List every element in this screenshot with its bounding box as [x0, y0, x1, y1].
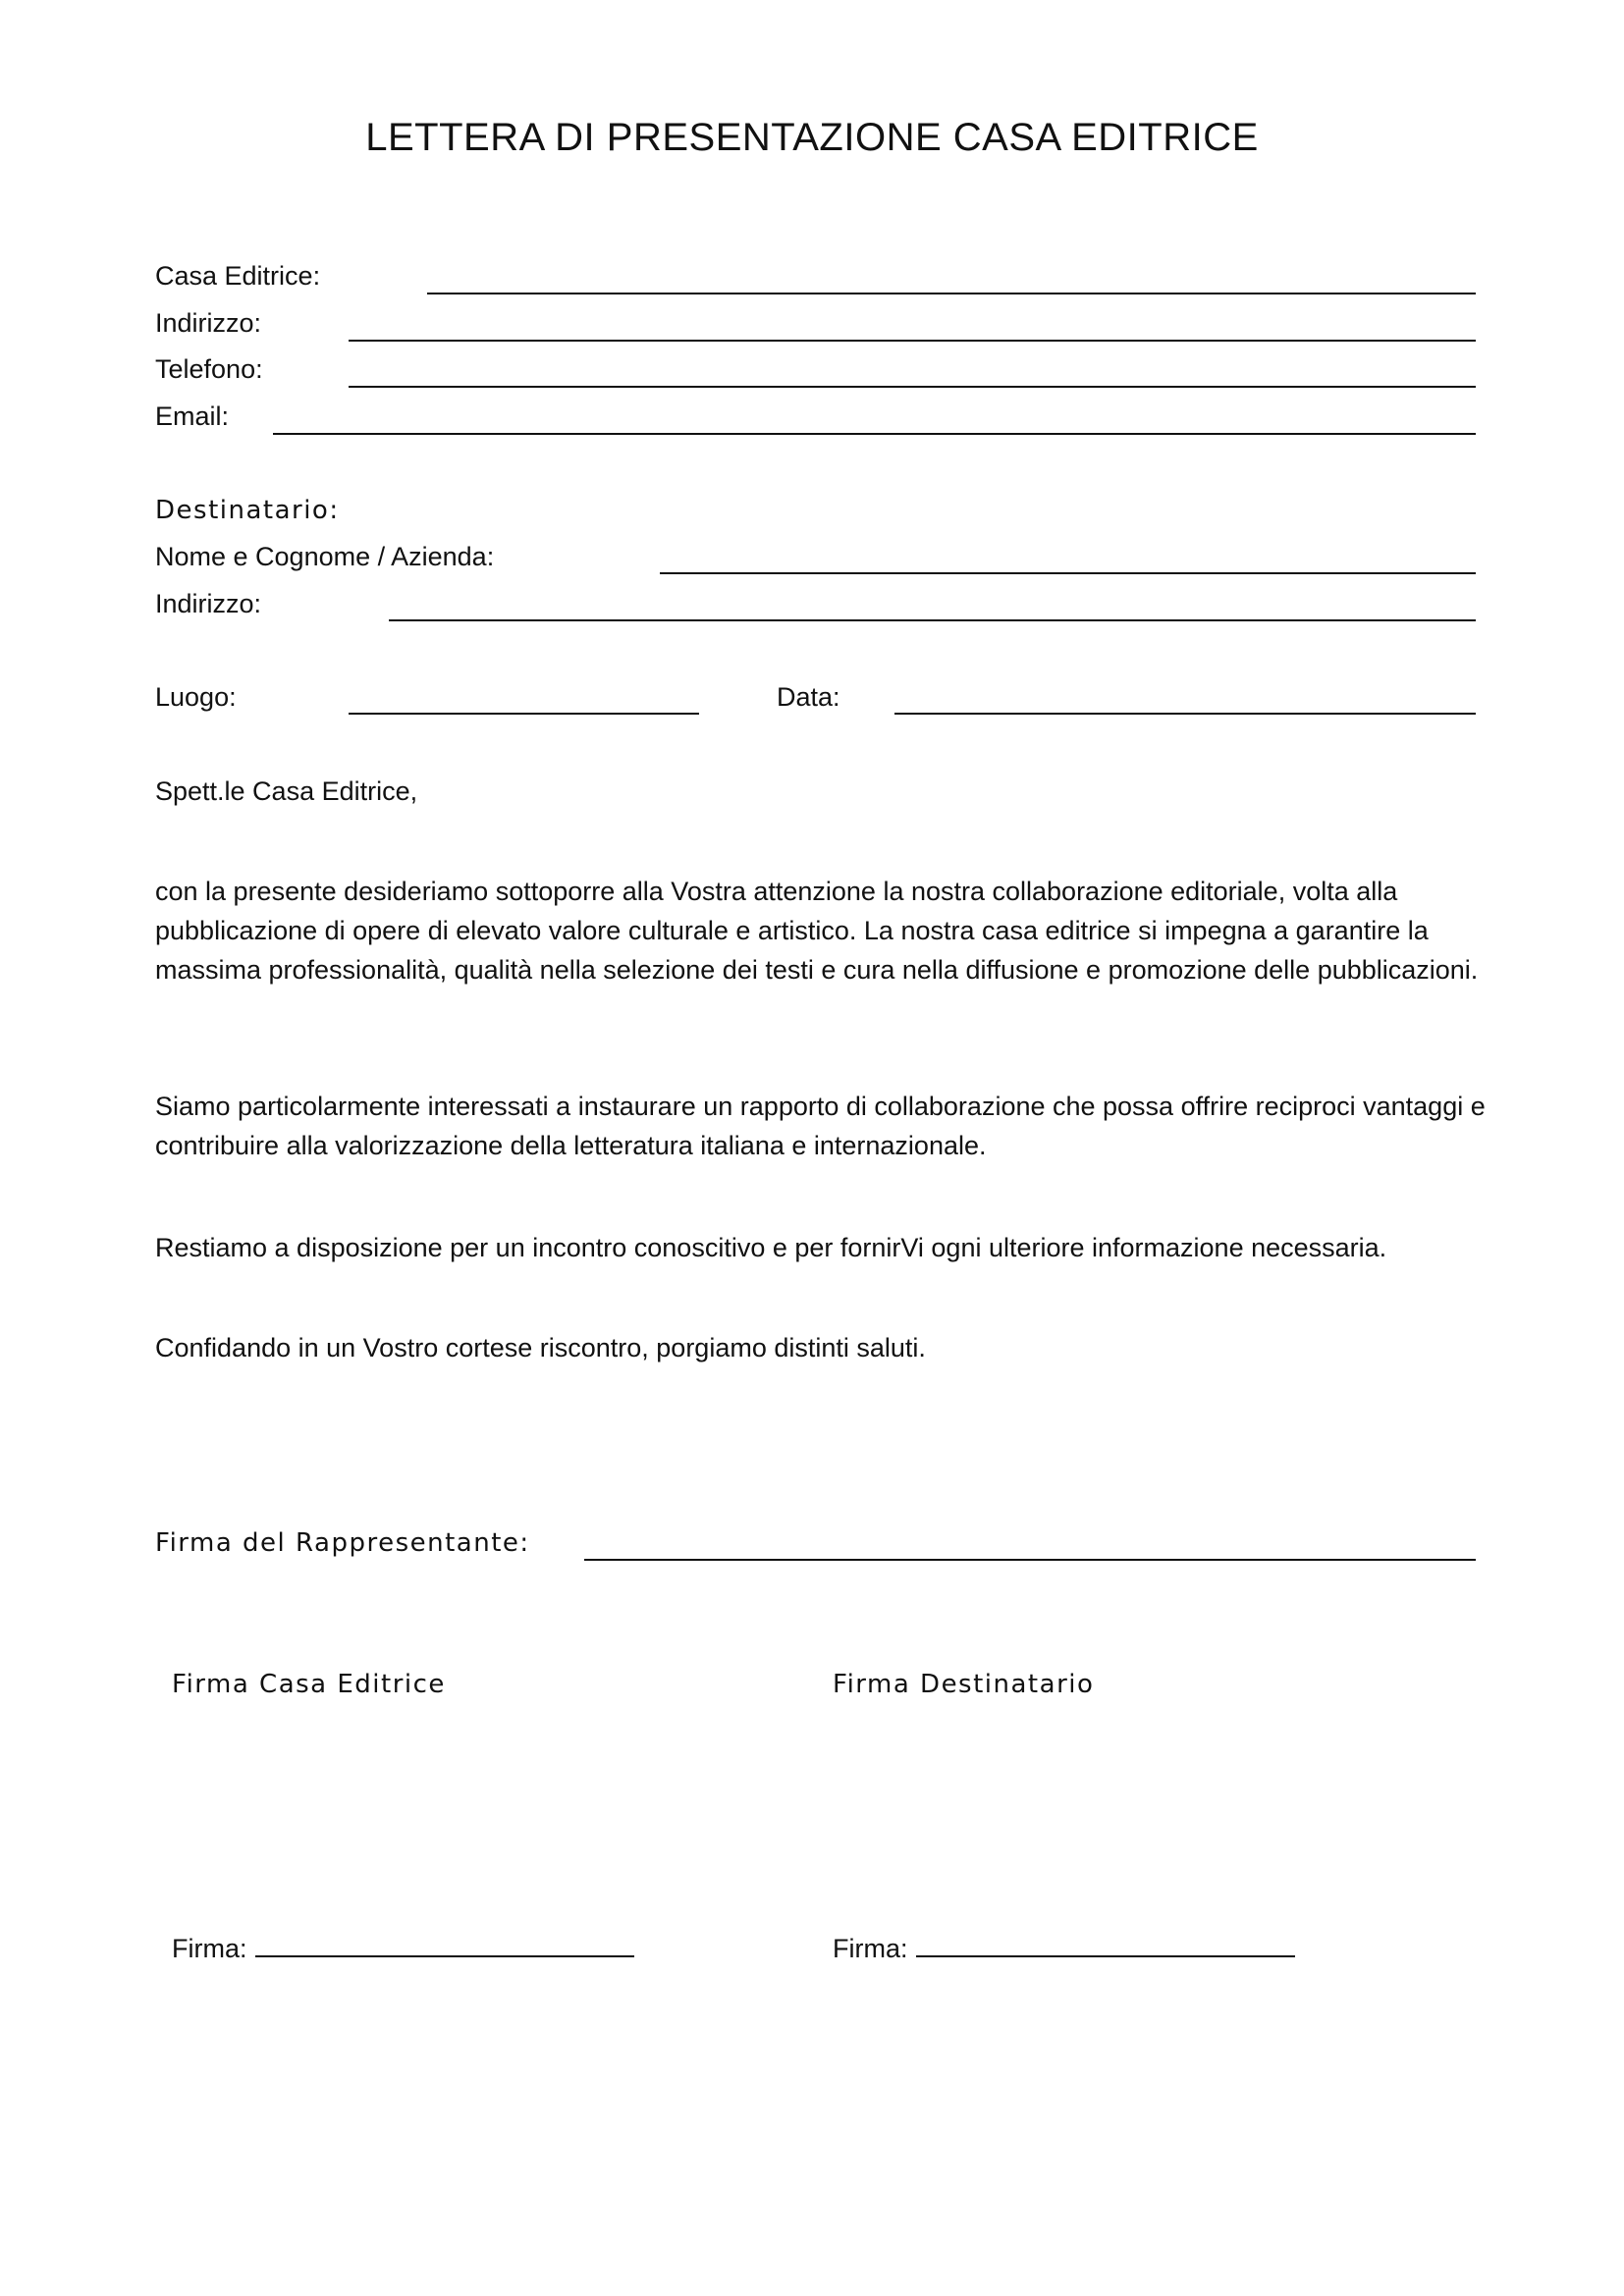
salutation: Spett.le Casa Editrice,	[155, 776, 418, 806]
recipient-signature-heading: Firma Destinatario	[833, 1670, 1095, 1699]
body-paragraph-1: con la presente desideriamo sottoporre alla Vostra attenzione la nostra collaborazione editoriale, volta alla pubblicazione di opere di elevato valore culturale e artistico. La nostra casa editrice si impegna a garantire la massima professionalità, qualità nella selezione dei testi e cura nella diffusione e promozione delle pubblicazioni.	[155, 877, 1479, 985]
publisher-firma-field[interactable]	[255, 1953, 634, 1957]
date-label: Data:	[777, 682, 840, 712]
recipient-name-field[interactable]	[660, 572, 1476, 574]
representative-signature-field[interactable]	[584, 1559, 1476, 1561]
recipient-firma-row	[833, 1932, 1295, 1965]
recipient-firma-label: Firma:	[833, 1934, 908, 1963]
publisher-email-field[interactable]	[273, 433, 1476, 435]
document-title: LETTERA DI PRESENTAZIONE CASA EDITRICE	[365, 116, 1259, 159]
body-paragraph-3: Restiamo a disposizione per un incontro conoscitivo e per fornirVi ogni ulteriore informazione necessaria.	[155, 1233, 1387, 1262]
publisher-signature-heading: Firma Casa Editrice	[172, 1670, 446, 1699]
publisher-address-label: Indirizzo:	[155, 308, 262, 338]
recipient-firma-field[interactable]	[916, 1953, 1295, 1957]
date-field[interactable]	[894, 713, 1476, 715]
publisher-name-label: Casa Editrice:	[155, 261, 321, 291]
body-paragraph-2: Siamo particolarmente interessati a instaurare un rapporto di collaborazione che possa offrire reciproci vantaggi e contribuire alla valorizzazione della letteratura italiana e internazionale.	[155, 1092, 1486, 1160]
representative-signature-label: Firma del Rappresentante:	[155, 1528, 530, 1558]
place-label: Luogo:	[155, 682, 237, 712]
closing-paragraph: Confidando in un Vostro cortese riscontro, porgiamo distinti saluti.	[155, 1333, 926, 1362]
publisher-address-field[interactable]	[349, 340, 1476, 342]
place-field[interactable]	[349, 713, 699, 715]
publisher-phone-field[interactable]	[349, 386, 1476, 388]
recipient-address-label: Indirizzo:	[155, 589, 262, 618]
publisher-firma-row	[172, 1932, 634, 1965]
recipient-heading: Destinatario:	[155, 496, 340, 525]
recipient-name-label: Nome e Cognome / Azienda:	[155, 542, 495, 571]
publisher-firma-label: Firma:	[172, 1934, 247, 1963]
publisher-email-label: Email:	[155, 401, 230, 431]
publisher-name-field[interactable]	[427, 293, 1476, 294]
recipient-address-field[interactable]	[389, 619, 1476, 621]
publisher-phone-label: Telefono:	[155, 354, 263, 384]
